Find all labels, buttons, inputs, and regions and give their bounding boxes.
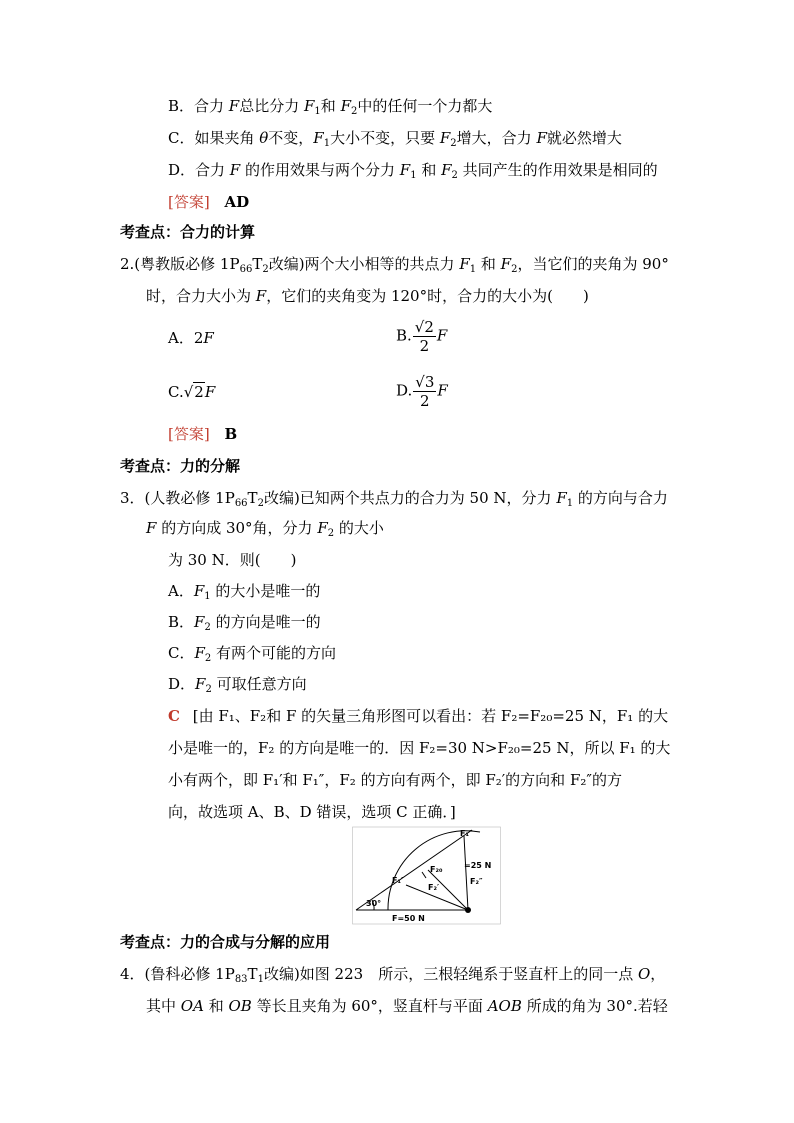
q4-stem-line1: 4．(鲁科必修 $1P_{83}T_1$改编)如图 223 所示，三根轻绳系于竖直杆上的同一点 O， <box>120 965 666 985</box>
q3-stem-line1: 3．(人教必修 $1P_{66}T_2$改编)已知两个共点力的合力为 50 N，分力 $F_1$ 的方向与合力 <box>120 489 668 509</box>
q2-option-c: C.√2F <box>168 383 216 401</box>
value-25n-label: =25 N <box>464 861 492 870</box>
knowledge-point-3: 考查点：力的分解 <box>120 457 241 475</box>
q3-explanation-line3: 小有两个，即 F₁′和 F₁″，F₂ 的方向有两个，即 F₂′的方向和 F₂″的方 <box>168 771 622 789</box>
answer-value: B <box>224 425 238 443</box>
q2-option-b: B. $\frac{√2}{2}$ F <box>396 318 448 355</box>
q2-answer <box>168 424 237 444</box>
answer-label: [答案] <box>168 425 210 443</box>
q4-stem-line2: 其中 OA 和 OB 等长且夹角为 60°，竖直杆与平面 AOB 所成的角为 30°.若轻 <box>146 997 668 1015</box>
answer-value: AD <box>224 193 250 211</box>
f20-label: F₂₀ <box>430 865 443 874</box>
f2-doubleprime-line <box>464 836 468 910</box>
q1-answer <box>168 192 249 212</box>
endpoint-dot <box>465 907 471 913</box>
q3-option-a: A．$F_1$ 的大小是唯一的 <box>168 582 321 602</box>
q3-option-d: D．$F_2$ 可取任意方向 <box>168 675 307 695</box>
knowledge-point-4: 考查点：力的合成与分解的应用 <box>120 933 331 951</box>
q1-option-d: D．合力 F 的作用效果与两个分力 $F_1$ 和 $F_2$ 共同产生的作用效果是相同的 <box>168 161 658 181</box>
answer-label: [答案] <box>168 193 210 211</box>
f2-prime-label: F₂′ <box>428 883 440 892</box>
f1-doubleprime-label: F₁″ <box>460 829 473 838</box>
q2-option-a: A．2F <box>168 329 214 347</box>
q3-stem-line3: 为 30 N．则( ) <box>168 551 297 569</box>
q3-stem-line2: F 的方向成 30°角，分力 $F_2$ 的大小 <box>146 519 384 539</box>
q2-stem-line1: 2.(粤教版必修 $1P_{66}T_2$改编)两个大小相等的共点力 $F_1$ 和 $F_2$，当它们的夹角为 90° <box>120 255 669 275</box>
q1-option-b: B．合力 F总比分力 $F_1$和 $F_2$中的任何一个力都大 <box>168 97 493 117</box>
f1-prime-label: F₁′ <box>392 876 404 885</box>
q3-explanation-line1: C [由 F₁、F₂和 F 的矢量三角形图可以看出：若 F₂=F₂₀=25 N，F₁ 的大 <box>168 707 669 725</box>
f-label: F=50 N <box>392 914 425 923</box>
q3-explanation-line4: 向，故选项 A、B、D 错误，选项 C 正确．] <box>168 803 456 821</box>
knowledge-point-2: 考查点：合力的计算 <box>120 223 256 241</box>
q2-stem-line2: 时，合力大小为 F，它们的夹角变为 120°时，合力的大小为( ) <box>146 287 589 305</box>
answer-letter: C <box>168 707 180 725</box>
angle-label: 30° <box>366 899 382 908</box>
q2-option-d: D. $\frac{√3}{2}$ F <box>396 373 448 410</box>
vector-triangle-figure <box>352 826 512 926</box>
q3-option-c: C．$F_2$ 有两个可能的方向 <box>168 644 337 664</box>
q1-option-c: C．如果夹角 θ不变，$F_1$大小不变，只要 $F_2$增大，合力 F就必然增大 <box>168 129 622 149</box>
q3-option-b: B．$F_2$ 的方向是唯一的 <box>168 613 321 633</box>
perpendicular-tick <box>422 872 426 878</box>
f1-direction-line <box>356 830 472 910</box>
f2-doubleprime-label: F₂″ <box>470 877 483 886</box>
q3-explanation-line2: 小是唯一的，F₂ 的方向是唯一的．因 F₂=30 N>F₂₀=25 N，所以 F₁ 的大 <box>168 739 671 757</box>
